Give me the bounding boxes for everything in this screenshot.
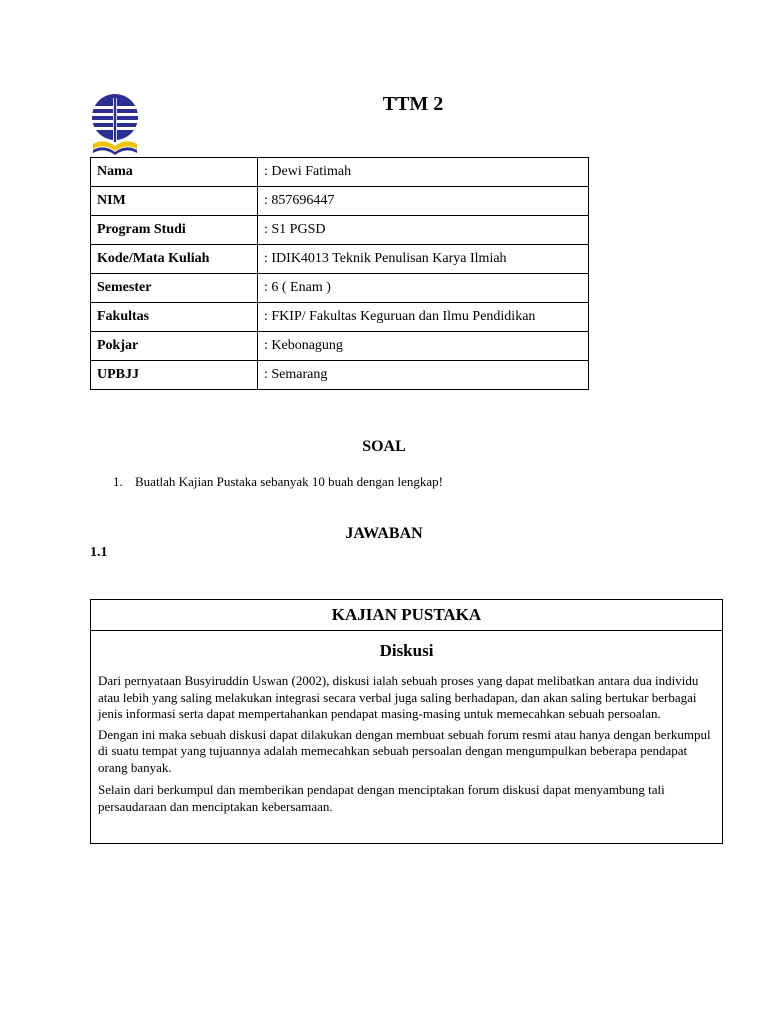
- info-value: : FKIP/ Fakultas Keguruan dan Ilmu Pendidikan: [258, 303, 589, 332]
- box-title: KAJIAN PUSTAKA: [91, 600, 722, 631]
- info-row: [91, 303, 589, 332]
- info-label: Kode/Mata Kuliah: [91, 245, 258, 274]
- answer-number: 1.1: [90, 545, 108, 560]
- info-row: [91, 158, 589, 187]
- question-number: 1.: [113, 474, 123, 489]
- soal-heading: SOAL: [362, 438, 406, 455]
- info-label: Pokjar: [91, 332, 258, 361]
- box-subtitle: Diskusi: [379, 641, 434, 660]
- info-value: : 6 ( Enam ): [258, 274, 589, 303]
- info-value: : S1 PGSD: [258, 216, 589, 245]
- info-label: NIM: [91, 187, 258, 216]
- info-value: : Kebonagung: [258, 332, 589, 361]
- info-value: : 857696447: [258, 187, 589, 216]
- question-list: [113, 474, 443, 490]
- student-info-table: [90, 157, 589, 390]
- info-value: : Dewi Fatimah: [258, 158, 589, 187]
- info-row: [91, 245, 589, 274]
- paragraph: Dari pernyataan Busyiruddin Uswan (2002), diskusi ialah sebuah proses yang dapat melibatkan antara dua individu atau lebih yang saling melakukan integrasi secara verbal juga saling berhadapan, dan akan saling bertukar berbagai jenis informasi serta dapat mempertahankan pendapat masing-masing untuk memecahkan sebuah persoalan.: [98, 673, 699, 721]
- info-value: : Semarang: [258, 361, 589, 390]
- info-label: Fakultas: [91, 303, 258, 332]
- info-row: [91, 332, 589, 361]
- paragraph: Dengan ini maka sebuah diskusi dapat dilakukan dengan membuat sebuah forum resmi atau hanya dengan berkumpul di suatu tempat yang tujuannya adalah memecahkan sebuah persoalan dengan mengumpulkan beberapa pendapat orang banyak.: [98, 726, 711, 775]
- info-row: [91, 216, 589, 245]
- info-value: : IDIK4013 Teknik Penulisan Karya Ilmiah: [258, 245, 589, 274]
- kajian-pustaka-box: [90, 599, 723, 844]
- paragraph: Selain dari berkumpul dan memberikan pendapat dengan menciptakan forum diskusi dapat menyambung tali persaudaraan dan menciptakan kebersamaan.: [98, 782, 665, 814]
- question-text: Buatlah Kajian Pustaka sebanyak 10 buah dengan lengkap!: [135, 474, 443, 489]
- info-row: [91, 187, 589, 216]
- page-title: TTM 2: [382, 93, 444, 115]
- info-row: [91, 274, 589, 303]
- jawaban-heading: JAWABAN: [345, 525, 423, 542]
- info-label: Program Studi: [91, 216, 258, 245]
- info-label: Nama: [91, 158, 258, 187]
- info-label: UPBJJ: [91, 361, 258, 390]
- info-row: [91, 361, 589, 390]
- question-item: [113, 474, 443, 490]
- info-label: Semester: [91, 274, 258, 303]
